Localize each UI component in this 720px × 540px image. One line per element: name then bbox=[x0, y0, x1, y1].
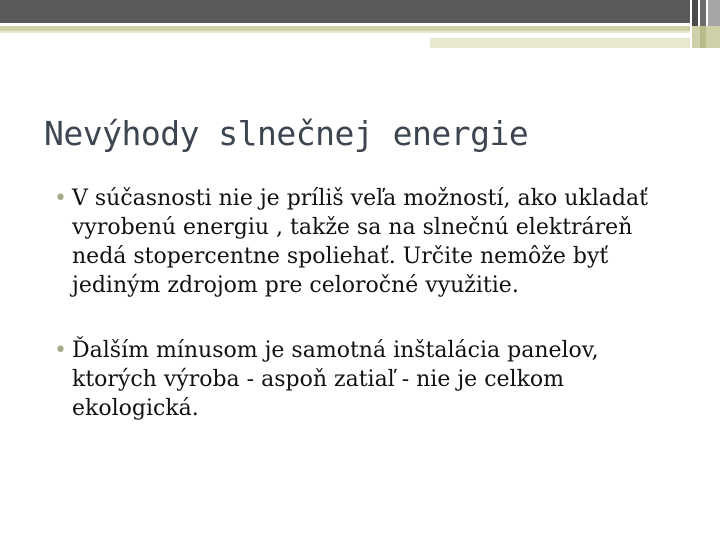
bullet-item bbox=[54, 336, 687, 423]
bullet-icon: • bbox=[54, 338, 67, 363]
bullet-text: V súčasnosti nie je príliš veľa možností, ako ukladať vyrobenú energiu , takže sa na slnečnú elektráreň nedá stopercentne spoliehať. Určite nemôže byť jediným zdrojom pre celoročné využitie. bbox=[72, 186, 648, 298]
slide-title: Nevýhody slnečnej energie bbox=[44, 114, 529, 153]
bullet-icon: • bbox=[54, 186, 67, 211]
bullet-item bbox=[54, 184, 687, 300]
header-tab-accent bbox=[430, 38, 690, 48]
corner-stripe-olive-dark bbox=[700, 26, 706, 48]
header-band-thin bbox=[0, 31, 690, 33]
corner-stripe-olive bbox=[692, 26, 720, 48]
bullet-list bbox=[54, 184, 687, 459]
bullet-text: Ďalším mínusom je samotná inštalácia panelov, ktorých výroba - aspoň zatiaľ - nie je celkom ekologická. bbox=[72, 338, 599, 421]
header-band-dark bbox=[0, 0, 690, 23]
